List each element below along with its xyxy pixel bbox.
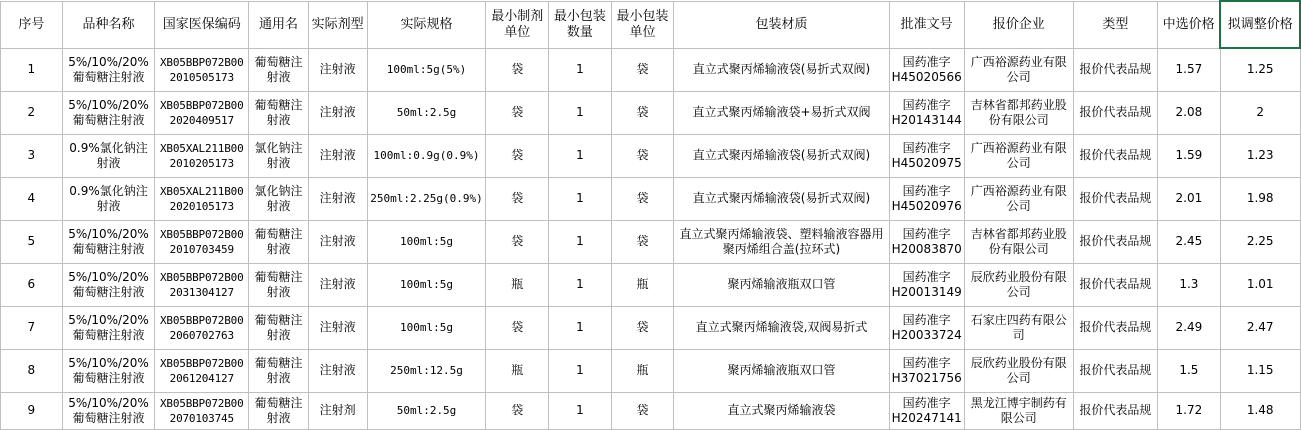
cell-approval[interactable]: 国药准字H45020975 [889,134,964,177]
cell-company[interactable]: 辰欣药业股份有限公司 [964,349,1073,392]
cell-pack-qty[interactable]: 1 [549,392,612,429]
cell-type[interactable]: 报价代表品规 [1073,349,1157,392]
table-row [1,349,1301,392]
cell-spec[interactable]: 100ml:5g(5%) [367,48,486,91]
cell-min-unit[interactable]: 袋 [486,177,549,220]
cell-seq[interactable]: 3 [1,134,63,177]
header-approval[interactable]: 批准文号 [889,1,964,48]
cell-code[interactable]: XB05BBP072B002061204127 [155,349,249,392]
cell-generic[interactable]: 葡萄糖注射液 [249,349,309,392]
cell-material[interactable]: 直立式聚丙烯输液袋 [674,392,889,429]
cell-adj-price[interactable]: 1.98 [1220,177,1300,220]
cell-spec[interactable]: 250ml:12.5g [367,349,486,392]
cell-material[interactable]: 直立式聚丙烯输液袋(易折式双阀) [674,177,889,220]
cell-type[interactable]: 报价代表品规 [1073,306,1157,349]
table-row [1,263,1301,306]
cell-name[interactable]: 5%/10%/20%葡萄糖注射液 [62,349,155,392]
cell-code[interactable]: XB05BBP072B002020409517 [155,91,249,134]
cell-approval[interactable]: 国药准字H20083870 [889,220,964,263]
cell-pack-qty[interactable]: 1 [549,177,612,220]
table-row [1,91,1301,134]
cell-company[interactable]: 广西裕源药业有限公司 [964,177,1073,220]
cell-company[interactable]: 黑龙江博宇制药有限公司 [964,392,1073,429]
cell-pack-qty[interactable]: 1 [549,220,612,263]
cell-pack-unit[interactable]: 袋 [611,48,674,91]
cell-company[interactable]: 石家庄四药有限公司 [964,306,1073,349]
cell-code[interactable]: XB05XAL211B002020105173 [155,177,249,220]
cell-pack-unit[interactable]: 袋 [611,392,674,429]
cell-material[interactable]: 直立式聚丙烯输液袋+易折式双阀 [674,91,889,134]
cell-seq[interactable]: 8 [1,349,63,392]
cell-material[interactable]: 聚丙烯输液瓶双口管 [674,349,889,392]
cell-code[interactable]: XB05XAL211B002010205173 [155,134,249,177]
cell-min-unit[interactable]: 瓶 [486,349,549,392]
header-pack-unit[interactable]: 最小包装单位 [611,1,674,48]
cell-generic[interactable]: 氯化钠注射液 [249,134,309,177]
cell-name[interactable]: 5%/10%/20%葡萄糖注射液 [62,392,155,429]
cell-pack-unit[interactable]: 袋 [611,306,674,349]
cell-name[interactable]: 5%/10%/20%葡萄糖注射液 [62,48,155,91]
cell-code[interactable]: XB05BBP072B002060702763 [155,306,249,349]
table-row [1,220,1301,263]
cell-pack-qty[interactable]: 1 [549,306,612,349]
header-seq[interactable]: 序号 [1,1,63,48]
cell-code[interactable]: XB05BBP072B002070103745 [155,392,249,429]
cell-type[interactable]: 报价代表品规 [1073,48,1157,91]
cell-type[interactable]: 报价代表品规 [1073,392,1157,429]
cell-price[interactable]: 1.72 [1157,392,1220,429]
cell-seq[interactable]: 7 [1,306,63,349]
cell-pack-qty[interactable]: 1 [549,48,612,91]
cell-approval[interactable]: 国药准字H45020566 [889,48,964,91]
cell-form[interactable]: 注射液 [308,134,367,177]
table-row [1,392,1301,429]
cell-material[interactable]: 直立式聚丙烯输液袋(易折式双阀) [674,134,889,177]
cell-spec[interactable]: 50ml:2.5g [367,392,486,429]
cell-price[interactable]: 2.45 [1157,220,1220,263]
cell-generic[interactable]: 葡萄糖注射液 [249,392,309,429]
cell-form[interactable]: 注射液 [308,263,367,306]
cell-name[interactable]: 0.9%氯化钠注射液 [62,177,155,220]
cell-adj-price[interactable]: 1.48 [1220,392,1300,429]
header-code[interactable]: 国家医保编码 [155,1,249,48]
cell-type[interactable]: 报价代表品规 [1073,220,1157,263]
cell-seq[interactable]: 1 [1,48,63,91]
cell-approval[interactable]: 国药准字H20143144 [889,91,964,134]
cell-company[interactable]: 吉林省都邦药业股份有限公司 [964,91,1073,134]
header-price[interactable]: 中选价格 [1157,1,1220,48]
cell-price[interactable]: 1.5 [1157,349,1220,392]
header-min-unit[interactable]: 最小制剂单位 [486,1,549,48]
cell-generic[interactable]: 葡萄糖注射液 [249,306,309,349]
cell-company[interactable]: 广西裕源药业有限公司 [964,48,1073,91]
cell-min-unit[interactable]: 瓶 [486,263,549,306]
cell-form[interactable]: 注射液 [308,48,367,91]
cell-seq[interactable]: 4 [1,177,63,220]
header-company[interactable]: 报价企业 [964,1,1073,48]
cell-approval[interactable]: 国药准字H20013149 [889,263,964,306]
table-row [1,306,1301,349]
cell-adj-price[interactable]: 2 [1220,91,1300,134]
cell-type[interactable]: 报价代表品规 [1073,91,1157,134]
cell-pack-unit[interactable]: 瓶 [611,263,674,306]
cell-seq[interactable]: 6 [1,263,63,306]
cell-approval[interactable]: 国药准字H20033724 [889,306,964,349]
cell-min-unit[interactable]: 袋 [486,306,549,349]
cell-spec[interactable]: 250ml:2.25g(0.9%) [367,177,486,220]
cell-pack-qty[interactable]: 1 [549,134,612,177]
cell-material[interactable]: 聚丙烯输液瓶双口管 [674,263,889,306]
cell-generic[interactable]: 葡萄糖注射液 [249,220,309,263]
cell-form[interactable]: 注射液 [308,306,367,349]
cell-seq[interactable]: 5 [1,220,63,263]
cell-seq[interactable]: 2 [1,91,63,134]
cell-adj-price[interactable]: 1.15 [1220,349,1300,392]
cell-adj-price[interactable]: 2.47 [1220,306,1300,349]
cell-pack-qty[interactable]: 1 [549,263,612,306]
cell-company[interactable]: 吉林省都邦药业股份有限公司 [964,220,1073,263]
cell-generic[interactable]: 葡萄糖注射液 [249,263,309,306]
cell-type[interactable]: 报价代表品规 [1073,134,1157,177]
header-generic[interactable]: 通用名 [249,1,309,48]
cell-company[interactable]: 辰欣药业股份有限公司 [964,263,1073,306]
cell-material[interactable]: 直立式聚丙烯输液袋,双阀易折式 [674,306,889,349]
header-adj-price[interactable]: 拟调整价格 [1220,1,1300,48]
cell-form[interactable]: 注射剂 [308,392,367,429]
cell-min-unit[interactable]: 袋 [486,48,549,91]
cell-adj-price[interactable]: 1.01 [1220,263,1300,306]
header-form[interactable]: 实际剂型 [308,1,367,48]
cell-generic[interactable]: 葡萄糖注射液 [249,48,309,91]
cell-adj-price[interactable]: 1.25 [1220,48,1300,91]
cell-name[interactable]: 5%/10%/20%葡萄糖注射液 [62,306,155,349]
cell-material[interactable]: 直立式聚丙烯输液袋(易折式双阀) [674,48,889,91]
table-row [1,48,1301,91]
cell-form[interactable]: 注射液 [308,177,367,220]
cell-adj-price[interactable]: 2.25 [1220,220,1300,263]
cell-min-unit[interactable]: 袋 [486,392,549,429]
cell-type[interactable]: 报价代表品规 [1073,177,1157,220]
cell-seq[interactable]: 9 [1,392,63,429]
header-row [1,1,1301,48]
cell-price[interactable]: 1.57 [1157,48,1220,91]
cell-pack-qty[interactable]: 1 [549,349,612,392]
cell-pack-unit[interactable]: 袋 [611,134,674,177]
cell-generic[interactable]: 氯化钠注射液 [249,177,309,220]
cell-price[interactable]: 1.59 [1157,134,1220,177]
cell-form[interactable]: 注射液 [308,220,367,263]
cell-min-unit[interactable]: 袋 [486,91,549,134]
header-material[interactable]: 包装材质 [674,1,889,48]
cell-pack-unit[interactable]: 瓶 [611,349,674,392]
cell-price[interactable]: 2.49 [1157,306,1220,349]
cell-code[interactable]: XB05BBP072B002031304127 [155,263,249,306]
cell-min-unit[interactable]: 袋 [486,220,549,263]
cell-name[interactable]: 0.9%氯化钠注射液 [62,134,155,177]
cell-company[interactable]: 广西裕源药业有限公司 [964,134,1073,177]
cell-spec[interactable]: 100ml:5g [367,306,486,349]
cell-spec[interactable]: 100ml:0.9g(0.9%) [367,134,486,177]
header-name[interactable]: 品种名称 [62,1,155,48]
cell-pack-unit[interactable]: 袋 [611,220,674,263]
cell-material[interactable]: 直立式聚丙烯输液袋、塑料输液容器用聚丙烯组合盖(拉环式) [674,220,889,263]
cell-spec[interactable]: 100ml:5g [367,220,486,263]
cell-name[interactable]: 5%/10%/20%葡萄糖注射液 [62,220,155,263]
cell-min-unit[interactable]: 袋 [486,134,549,177]
cell-pack-unit[interactable]: 袋 [611,177,674,220]
cell-name[interactable]: 5%/10%/20%葡萄糖注射液 [62,263,155,306]
cell-name[interactable]: 5%/10%/20%葡萄糖注射液 [62,91,155,134]
cell-pack-qty[interactable]: 1 [549,91,612,134]
cell-spec[interactable]: 50ml:2.5g [367,91,486,134]
cell-type[interactable]: 报价代表品规 [1073,263,1157,306]
cell-generic[interactable]: 葡萄糖注射液 [249,91,309,134]
cell-code[interactable]: XB05BBP072B002010505173 [155,48,249,91]
cell-form[interactable]: 注射液 [308,91,367,134]
cell-spec[interactable]: 100ml:5g [367,263,486,306]
cell-approval[interactable]: 国药准字H37021756 [889,349,964,392]
cell-code[interactable]: XB05BBP072B002010703459 [155,220,249,263]
cell-approval[interactable]: 国药准字H20247141 [889,392,964,429]
table-row [1,177,1301,220]
cell-price[interactable]: 1.3 [1157,263,1220,306]
cell-form[interactable]: 注射液 [308,349,367,392]
cell-price[interactable]: 2.01 [1157,177,1220,220]
cell-pack-unit[interactable]: 袋 [611,91,674,134]
table-body [1,48,1301,429]
cell-adj-price[interactable]: 1.23 [1220,134,1300,177]
table-row [1,134,1301,177]
cell-approval[interactable]: 国药准字H45020976 [889,177,964,220]
header-spec[interactable]: 实际规格 [367,1,486,48]
header-pack-qty[interactable]: 最小包装数量 [549,1,612,48]
header-type[interactable]: 类型 [1073,1,1157,48]
cell-price[interactable]: 2.08 [1157,91,1220,134]
